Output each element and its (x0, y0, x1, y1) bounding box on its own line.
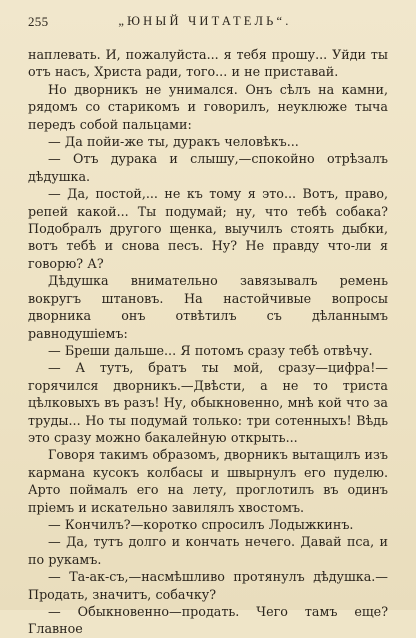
dialogue-line: — Бреши дальше... Я потомъ сразу тебѣ отвѣчу. (48, 342, 373, 358)
dialogue-line: — Да пойи-же ты, дуракъ человѣкъ... (48, 134, 299, 150)
page-header (28, 14, 382, 32)
paragraph: Дѣдушка внимательно завязывалъ ремень вокругъ штановъ. На настойчивые вопросы дворника онъ отвѣтилъ съ дѣланнымъ равнодушіемъ: (28, 273, 388, 341)
dialogue-line: — А тутъ, братъ ты мой, сразу—цифра!—горячился дворникъ.—Двѣсти, а не то триста цѣлковыхъ въ разъ! Ну, обыкновенно, мнѣ кой что за труды... Но ты подумай только: три сотенныхъ! Вѣдь это сразу можно бакалейную открыть... (28, 360, 388, 445)
dialogue-line: — Да, постой,... не къ тому я это... Вотъ, право, репей какой... Ты подумай; ну, что тебѣ собака? Подобралъ другого щенка, выучилъ стоять дыбки, вотъ тебѣ и снова песъ. Ну? Не правду что-ли я говорю? А? (28, 186, 388, 271)
paragraph: наплевать. И, пожалуйста... я тебя прошу... Уйди ты отъ насъ, Христа ради, того... и не приставай. (28, 47, 388, 80)
paragraph: Говоря такимъ образомъ, дворникъ вытащилъ изъ кармана кусокъ колбасы и швырнулъ его пуделю. Арто поймалъ его на лету, проглотилъ въ одинъ пріемъ и искательно завилялъ хвостомъ. (28, 447, 388, 515)
page-number: 255 (28, 14, 49, 29)
dialogue-line: — Да, тутъ долго и кончать нечего. Давай пса, и по рукамъ. (28, 534, 388, 567)
page-body (28, 46, 388, 638)
dialogue-line: — Обыкновенно—продать. Чего тамъ еще? Главное (28, 604, 388, 637)
dialogue-line: — Отъ дурака и слышу,—спокойно отрѣзалъ дѣдушка. (28, 151, 388, 184)
paragraph: Но дворникъ не унимался. Онъ сѣлъ на камни, рядомъ со старикомъ и говорилъ, неуклюже тыча передъ собой пальцами: (28, 81, 388, 132)
dialogue-line: — Та-ак-съ,—насмѣшливо протянулъ дѣдушка.—Продать, значитъ, собачку? (28, 569, 388, 602)
dialogue-line: — Кончилъ?—коротко спросилъ Лодыжкинъ. (48, 516, 354, 532)
running-title: „ЮНЫЙ ЧИТАТЕЛЬ“. (118, 14, 292, 28)
